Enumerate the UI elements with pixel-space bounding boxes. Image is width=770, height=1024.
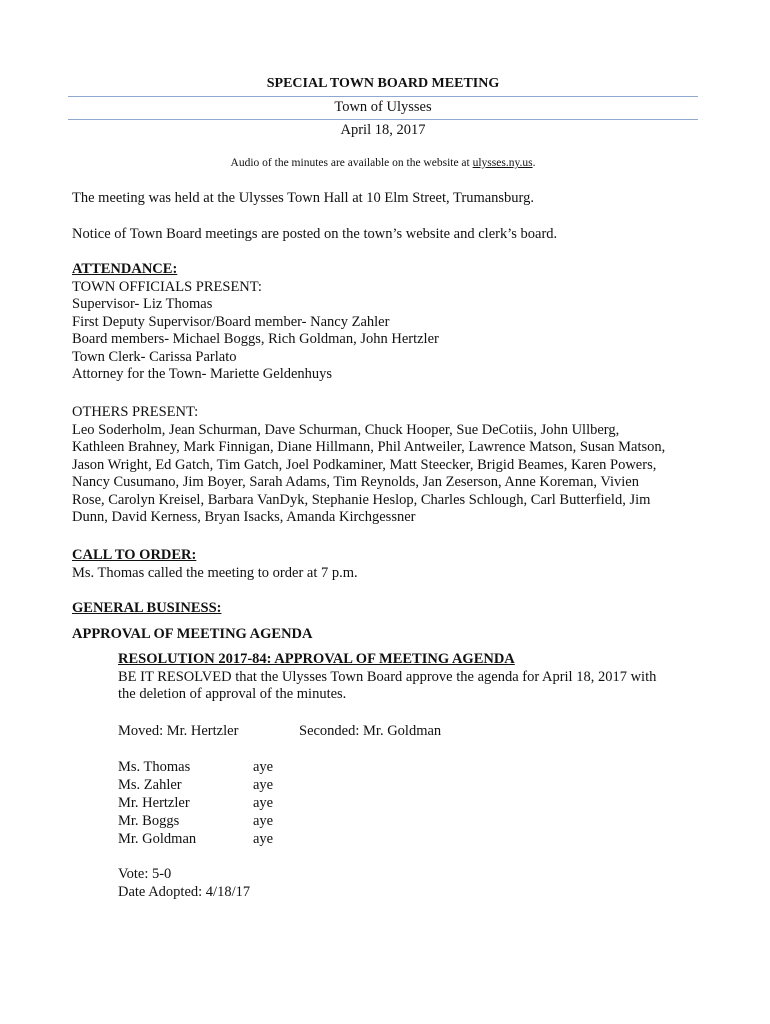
attendance-heading: ATTENDANCE:: [72, 261, 178, 277]
date-adopted: Date Adopted: 4/18/17: [118, 884, 251, 900]
approval-agenda-heading: [72, 626, 702, 644]
others-line: Kathleen Brahney, Mark Finnigan, Diane Hillmann, Phil Antweiler, Lawrence Matson, Susan Matson,: [72, 439, 666, 455]
meeting-date: April 18, 2017: [340, 122, 426, 138]
official-item: Town Clerk- Carissa Parlato: [72, 348, 237, 365]
voter-vote: aye: [253, 813, 274, 829]
voter-name: Ms. Zahler: [118, 777, 182, 793]
voter-vote: aye: [253, 831, 274, 847]
vote-total: Vote: 5-0: [118, 866, 172, 882]
others-present-section: [72, 404, 702, 527]
audio-note-text: Audio of the minutes are available on the website at: [230, 157, 473, 169]
voter-vote: aye: [253, 795, 274, 811]
general-business-heading: [72, 600, 702, 618]
call-to-order-heading: CALL TO ORDER:: [72, 547, 197, 563]
approval-agenda-heading-text: APPROVAL OF MEETING AGENDA: [72, 626, 313, 642]
others-line: Leo Soderholm, Jean Schurman, Dave Schurman, Chuck Hooper, Sue DeCotiis, John Ullberg,: [72, 421, 620, 438]
official-item: First Deputy Supervisor/Board member- Nancy Zahler: [72, 313, 390, 330]
official-item: Attorney for the Town- Mariette Geldenhuys: [72, 366, 333, 382]
others-line: Rose, Carolyn Kreisel, Barbara VanDyk, Stephanie Heslop, Charles Schlough, Carl Butterfield, Jim: [72, 491, 651, 508]
audio-note: [68, 157, 698, 169]
meeting-notice: Notice of Town Board meetings are posted on the town’s website and clerk’s board.: [72, 226, 558, 242]
meeting-location: The meeting was held at the Ulysses Town Hall at 10 Elm Street, Trumansburg.: [72, 190, 534, 206]
voter-name: Ms. Thomas: [118, 759, 191, 775]
voter-name: Mr. Hertzler: [118, 795, 190, 811]
call-to-order-text: Ms. Thomas called the meeting to order at 7 p.m.: [72, 564, 358, 581]
others-line: Jason Wright, Ed Gatch, Tim Gatch, Joel Podkaminer, Matt Steecker, Brigid Beames, Karen Powers,: [72, 456, 657, 473]
official-item: Supervisor- Liz Thomas: [72, 296, 213, 312]
voter-vote: aye: [253, 759, 274, 775]
voter-name: Mr. Goldman: [118, 831, 197, 847]
officials-heading: TOWN OFFICIALS PRESENT:: [72, 278, 262, 295]
title-divider: [68, 96, 698, 97]
moved-by: Moved: Mr. Hertzler: [118, 723, 239, 739]
voter-vote: aye: [253, 777, 274, 793]
audio-note-suffix: .: [532, 157, 536, 169]
town-name: Town of Ulysses: [334, 99, 432, 115]
official-item: Board members- Michael Boggs, Rich Goldman, John Hertzler: [72, 331, 439, 347]
general-business-heading-text: GENERAL BUSINESS:: [72, 600, 222, 616]
document-title: SPECIAL TOWN BOARD MEETING: [266, 76, 500, 91]
town-divider: [68, 119, 698, 120]
resolution-block: [118, 651, 698, 704]
resolution-text: BE IT RESOLVED that the Ulysses Town Board approve the agenda for April 18, 2017 with: [118, 668, 657, 685]
voter-name: Mr. Boggs: [118, 813, 180, 829]
website-link[interactable]: ulysses.ny.us: [472, 157, 533, 169]
seconded-by: Seconded: Mr. Goldman: [299, 723, 442, 739]
resolution-text: the deletion of approval of the minutes.: [118, 686, 347, 702]
others-heading: OTHERS PRESENT:: [72, 404, 199, 420]
others-line: Nancy Cusumano, Jim Boyer, Sarah Adams, Tim Reynolds, Jan Zeserson, Anne Koreman, Vivien: [72, 474, 639, 490]
resolution-title: RESOLUTION 2017-84: APPROVAL OF MEETING AGENDA: [118, 651, 515, 667]
attendance-section: [72, 261, 702, 384]
call-to-order-section: [72, 547, 702, 582]
others-line: Dunn, David Kerness, Bryan Isacks, Amanda Kirchgessner: [72, 509, 416, 525]
